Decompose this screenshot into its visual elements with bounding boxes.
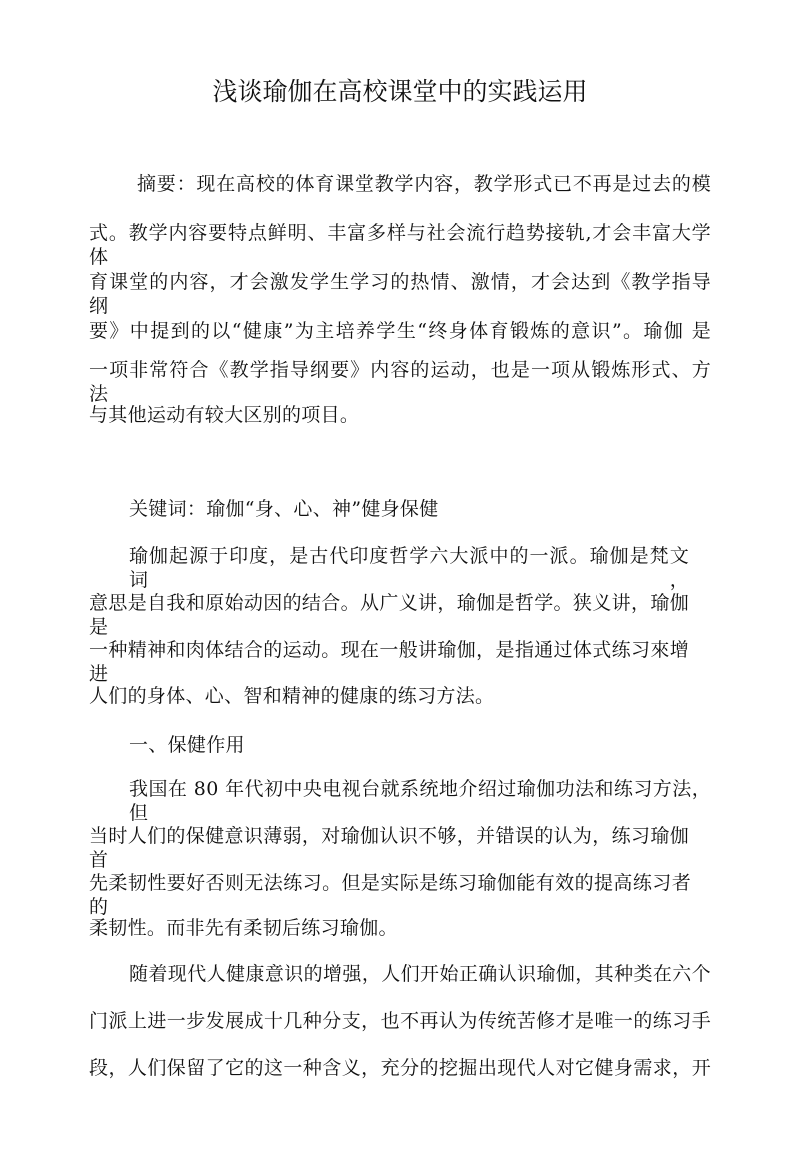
keywords: 关键词：瑜伽“身、心、神”健身保健 bbox=[129, 498, 439, 520]
abstract-line: 要》中提到的以“健康”为主培养学生“终身体育锻炼的意识”。瑜伽 是 bbox=[89, 320, 711, 342]
body-line: 随着现代人健康意识的增强，人们开始正确认识瑜伽，其种类在六个 bbox=[129, 963, 711, 985]
body-line: 当时人们的保健意识薄弱，对瑜伽认识不够，并错误的认为，练习瑜伽 首 bbox=[89, 825, 689, 871]
section-heading: 一、保健作用 bbox=[129, 734, 245, 756]
body-line: 段，人们保留了它的这一种含义，充分的挖掘出现代人对它健身需求，开 bbox=[89, 1057, 711, 1079]
body-line: 柔韧性。而非先有柔韧后练习瑜伽。 bbox=[89, 917, 398, 939]
intro-line: 一种精神和肉体结合的运动。现在一般讲瑜伽，是指通过体式练习來增进 bbox=[89, 639, 689, 685]
abstract-line: 与其他运动有较大区别的项目。 bbox=[89, 404, 360, 426]
body-line: 我国在 80 年代初中央电视台就系统地介绍过瑜伽功法和练习方法， 但 bbox=[129, 778, 711, 824]
abstract-line: 式。教学内容要特点鲜明、丰富多样与社会流行趋势接轨,才会丰富大学 体 bbox=[89, 222, 711, 268]
body-line: 门派上进一步发展成十几种分支，也不再认为传统苦修才是唯一的练习手 bbox=[89, 1010, 711, 1032]
intro-line: 瑜伽起源于印度，是古代印度哲学六大派中的一派。瑜伽是梵文词， bbox=[129, 545, 689, 591]
document-title: 浅谈瑜伽在高校课堂中的实践运用 bbox=[212, 77, 588, 106]
abstract-line: 摘要：现在高校的体育课堂教学内容，教学形式已不再是过去的模 bbox=[137, 173, 711, 195]
abstract-line: 一项非常符合《教学指导纲要》内容的运动，也是一项从锻炼形式、方 法 bbox=[89, 359, 711, 405]
abstract-line: 育课堂的内容，才会激发学生学习的热情、激情，才会达到《教学指导 纲 bbox=[89, 271, 711, 317]
intro-line: 人们的身体、心、智和精神的健康的练习方法。 bbox=[89, 685, 495, 707]
intro-line: 意思是自我和原始动因的结合。从广义讲，瑜伽是哲学。狭义讲，瑜伽是 bbox=[89, 592, 689, 638]
body-line: 先柔韧性要好否则无法练习。但是实际是练习瑜伽能有效的提高练习者 的 bbox=[89, 872, 691, 918]
